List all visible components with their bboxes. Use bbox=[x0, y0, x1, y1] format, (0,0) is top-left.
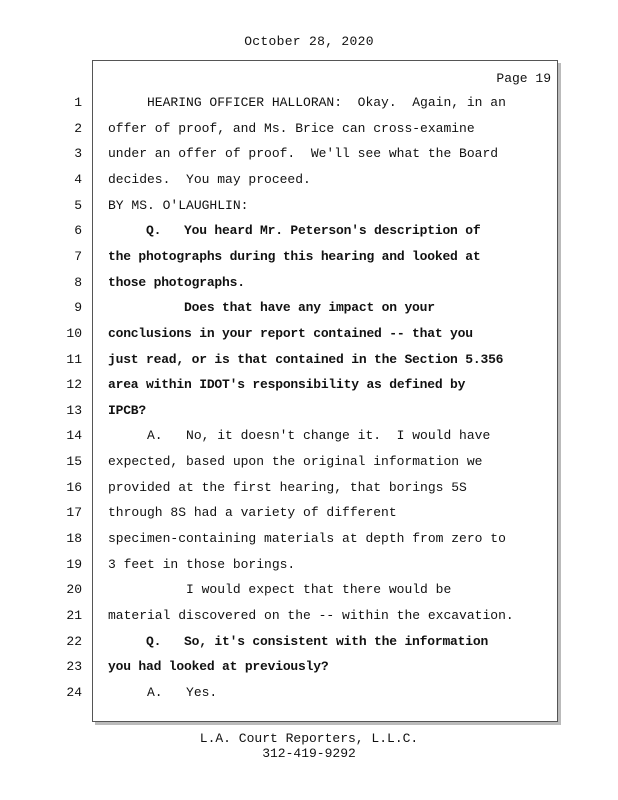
transcript-line: 3 feet in those borings. bbox=[108, 557, 296, 572]
transcript-line: expected, based upon the original information we bbox=[108, 454, 483, 469]
transcript-line: specimen-containing materials at depth from zero to bbox=[108, 531, 506, 546]
transcript-line: through 8S had a variety of different bbox=[108, 505, 397, 520]
line-number: 10 bbox=[66, 326, 82, 341]
transcript-line: decides. You may proceed. bbox=[108, 172, 311, 187]
line-number: 14 bbox=[66, 428, 82, 443]
line-number: 23 bbox=[66, 659, 82, 674]
footer-phone: 312-419-9292 bbox=[262, 746, 356, 761]
line-number: 20 bbox=[66, 582, 82, 597]
line-number: 18 bbox=[66, 531, 82, 546]
line-number: 6 bbox=[74, 223, 82, 238]
transcript-line: material discovered on the -- within the excavation. bbox=[108, 608, 514, 623]
line-number: 16 bbox=[66, 480, 82, 495]
line-number: 4 bbox=[74, 172, 82, 187]
line-number: 13 bbox=[66, 403, 82, 418]
transcript-line: Q. So, it's consistent with the information bbox=[108, 634, 489, 649]
line-number: 3 bbox=[74, 146, 82, 161]
transcript-line: offer of proof, and Ms. Brice can cross-examine bbox=[108, 121, 475, 136]
line-number: 8 bbox=[74, 275, 82, 290]
transcript-line: A. No, it doesn't change it. I would have bbox=[108, 428, 491, 443]
footer-company: L.A. Court Reporters, L.L.C. bbox=[199, 731, 419, 746]
line-number: 1 bbox=[74, 95, 82, 110]
line-number: 12 bbox=[66, 377, 82, 392]
transcript-line: those photographs. bbox=[108, 275, 245, 290]
footer bbox=[0, 731, 618, 761]
transcript-line: HEARING OFFICER HALLORAN: Okay. Again, in an bbox=[108, 95, 506, 110]
line-number: 24 bbox=[66, 685, 82, 700]
line-number: 17 bbox=[66, 505, 82, 520]
line-number: 2 bbox=[74, 121, 82, 136]
line-number: 7 bbox=[74, 249, 82, 264]
header-date: October 28, 2020 bbox=[244, 34, 374, 49]
line-number: 15 bbox=[66, 454, 82, 469]
line-number: 11 bbox=[66, 352, 82, 367]
transcript-line: under an offer of proof. We'll see what the Board bbox=[108, 146, 499, 161]
transcript-line: I would expect that there would be bbox=[108, 582, 452, 597]
line-number: 22 bbox=[66, 634, 82, 649]
transcript-line: A. Yes. bbox=[108, 685, 218, 700]
transcript-line: conclusions in your report contained -- that you bbox=[108, 326, 473, 341]
page-number: Page 19 bbox=[496, 71, 551, 86]
line-number: 21 bbox=[66, 608, 82, 623]
transcript-line: you had looked at previously? bbox=[108, 659, 329, 674]
line-number: 9 bbox=[74, 300, 82, 315]
transcript-line: BY MS. O'LAUGHLIN: bbox=[108, 198, 249, 213]
transcript-line: just read, or is that contained in the Section 5.356 bbox=[108, 352, 504, 367]
transcript-line: IPCB? bbox=[108, 403, 147, 418]
line-number: 5 bbox=[74, 198, 82, 213]
transcript-line: the photographs during this hearing and looked at bbox=[108, 249, 481, 264]
transcript-line: provided at the first hearing, that borings 5S bbox=[108, 480, 467, 495]
transcript-line: Q. You heard Mr. Peterson's description of bbox=[108, 223, 481, 238]
transcript-line: Does that have any impact on your bbox=[108, 300, 435, 315]
transcript-line: area within IDOT's responsibility as defined by bbox=[108, 377, 466, 392]
line-number: 19 bbox=[66, 557, 82, 572]
